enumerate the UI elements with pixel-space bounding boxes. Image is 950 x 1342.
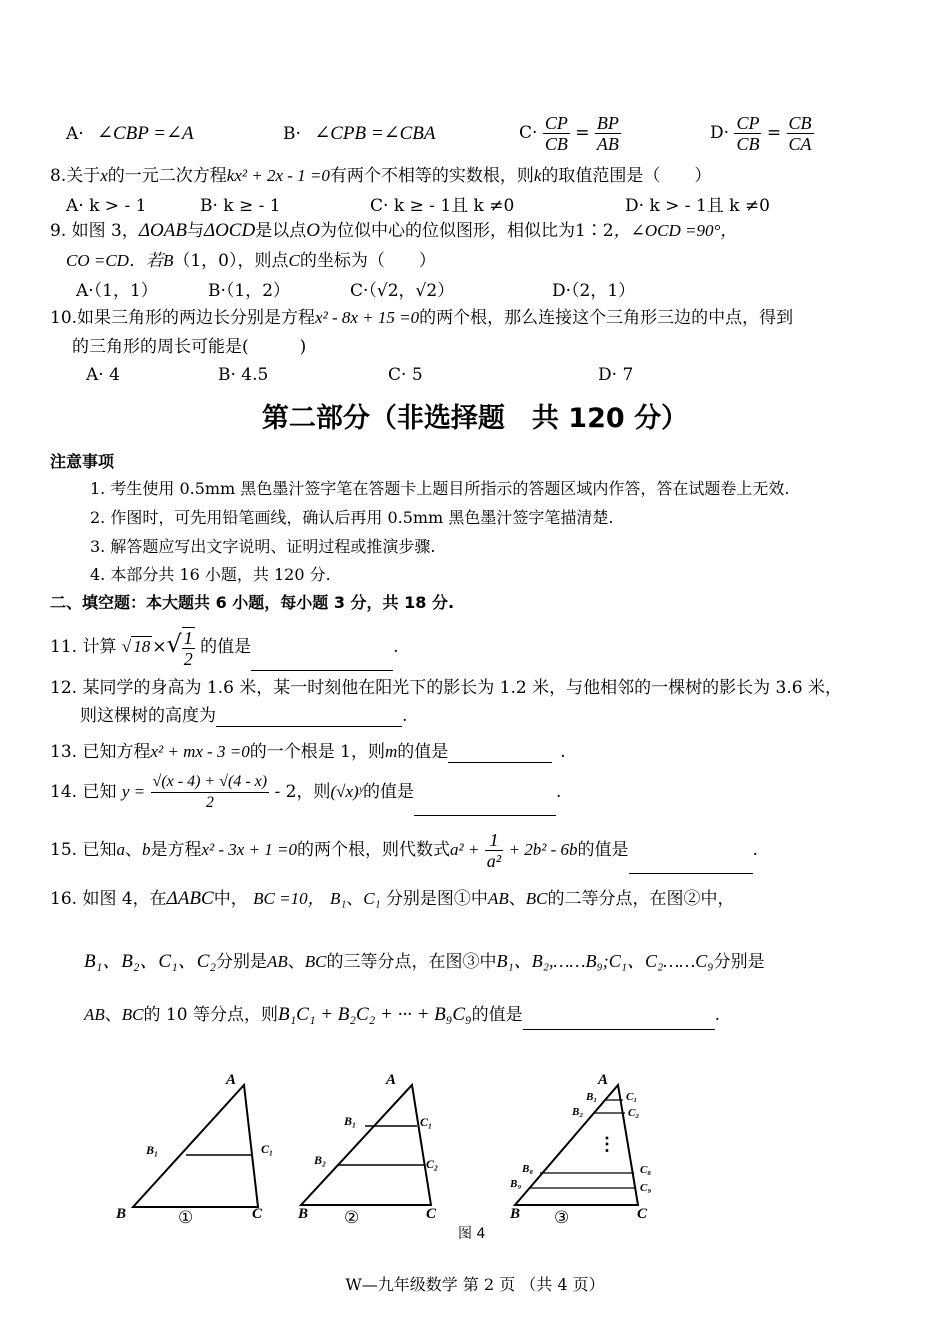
fig2-label-b: B — [298, 1206, 309, 1222]
q10-stem-line2: 的三角形的周长可能是( ) — [72, 337, 307, 357]
fig2-label-c1: C₁ — [420, 1115, 433, 1129]
q16-line1: 16. 如图 4，在ΔABC中， BC =10， B₁、C₁ 分别是图①中AB、BC的二等分点，在图②中， — [50, 888, 735, 909]
q13: 13. 已知方程x² + mx - 3 =0的一个根是 1，则m的值是 . — [50, 742, 566, 762]
figure-4-triangle-3 — [515, 1085, 638, 1205]
page-footer: W—九年级数学 第 2 页 （共 4 页） — [345, 1275, 605, 1294]
q7-c-fraction-left: $\frac{CP}{CB}$ — [544, 113, 568, 154]
q11-fraction: $\frac{1}{2}$ — [183, 627, 193, 669]
q14-answer-blank[interactable] — [414, 797, 556, 816]
fig3-label-c1: C₁ — [626, 1091, 638, 1103]
q8-option-c: C· k ≥ - 1且 k ≠0 — [370, 196, 515, 216]
fig1-label-a: A — [226, 1072, 237, 1088]
notes-heading: 注意事项 — [50, 452, 115, 471]
fig3-label-b9: B₉ — [510, 1178, 522, 1190]
notes-item-2: 2. 作图时，可先用铅笔画线，确认后再用 0.5mm 黑色墨汁签字笔描清楚. — [90, 508, 614, 527]
q12-answer-blank[interactable] — [216, 708, 402, 727]
fig1-label-c1: C₁ — [261, 1142, 274, 1156]
fig1-label-b1: B₁ — [146, 1143, 159, 1157]
q14: 14. 已知 y = $\frac{√(x - 4) + √(4 - x)}{2}$ - 2，则(√x)ʸ的值是 . — [50, 768, 561, 816]
q7-d-fraction-left: $\frac{CP}{CB}$ — [736, 113, 760, 154]
fig3-label-b1: B₁ — [586, 1091, 598, 1103]
q9-option-b: B·（1，2） — [208, 281, 291, 301]
q10-option-d: D· 7 — [598, 365, 634, 385]
fig2-label-c: C — [426, 1206, 437, 1222]
q16-line3: AB、BC的 10 等分点，则B₁C₁ + B₂C₂ + ··· + B₉C₉的值是 . — [84, 1000, 720, 1030]
fig3-label-c: C — [637, 1206, 648, 1222]
part2-title: 第二部分（非选择题 共 120 分） — [261, 403, 689, 434]
q16-line2: B₁、B₂、C₁、C₂分别是AB、BC的三等分点，在图③中B₁、B₂,……B₉;C₁、C₂……C₉分别是 — [84, 951, 765, 972]
fig2-label-a: A — [386, 1072, 397, 1088]
q11: 11. 计算 √ 18 ×√ $\frac{1}{2}$ 的值是 . — [50, 620, 399, 671]
q7-option-b-text: ∠CPB =∠CBA — [314, 123, 436, 144]
notes-item-3: 3. 解答题应写出文字说明、证明过程或推演步骤. — [90, 537, 436, 556]
q7-c-fraction-right: $\frac{BP}{AB}$ — [596, 113, 619, 154]
fig3-dots: ⋮ — [598, 1134, 616, 1154]
figure-4-triangle-2 — [301, 1085, 431, 1205]
q10-option-b: B· 4.5 — [218, 365, 269, 385]
q8-option-d: D· k > - 1且 k ≠0 — [625, 196, 770, 216]
q15-answer-blank[interactable] — [629, 855, 753, 874]
fig1-label-b: B — [116, 1206, 127, 1222]
fig3-label-b: B — [510, 1206, 521, 1222]
fig3-label-c2: C₂ — [628, 1107, 640, 1119]
q7-d-fraction-right: $\frac{CB}{CA}$ — [788, 113, 812, 154]
q10-stem-line1: 10.如果三角形的两边长分别是方程x² - 8x + 15 =0的两个根，那么连接这个三角形三边的中点，得到 — [50, 308, 794, 328]
q16-answer-blank[interactable] — [523, 1011, 715, 1030]
fig3-label-a: A — [598, 1072, 609, 1088]
q9-stem-line2: CO =CD．若B（1，0），则点C的坐标为（ ） — [66, 251, 436, 271]
fig2-label-b1: B₁ — [344, 1114, 357, 1128]
fig3-label-c8: C₈ — [640, 1164, 652, 1176]
figure-caption: 图 4 — [458, 1226, 486, 1240]
notes-item-4: 4. 本部分共 16 小题，共 120 分. — [90, 565, 331, 584]
fig2-label-c2: C₂ — [426, 1157, 439, 1171]
q15: 15. 已知a、b是方程x² - 3x + 1 =0的两个根，则代数式a² + $\frac{1}{\text{a²}}$ + 2b² - 6b的值是 . — [50, 826, 758, 874]
q8-option-b: B· k ≥ - 1 — [200, 196, 281, 216]
fig1-label-c: C — [252, 1206, 263, 1222]
q9-option-c: C·（√2，√2） — [350, 281, 455, 301]
fig2-number: ② — [344, 1208, 360, 1227]
fig3-number: ③ — [554, 1208, 570, 1227]
q8-option-a: A· k > - 1 — [66, 196, 147, 216]
q7-option-d: D· $\frac{CP}{CB}$ = $\frac{CB}{CA}$ — [710, 113, 812, 154]
q7-option-b: B· ∠CPB =∠CBA — [283, 123, 436, 144]
figure-4 — [100, 1060, 700, 1240]
q11-answer-blank[interactable] — [251, 652, 393, 671]
q7-option-a-text: ∠CBP =∠A — [97, 123, 194, 144]
q13-answer-blank[interactable] — [448, 744, 552, 763]
fig2-label-b2: B₂ — [314, 1153, 327, 1167]
q12-line1: 12. 某同学的身高为 1.6 米，某一时刻他在阳光下的影长为 1.2 米，与他相邻的一棵树的影长为 3.6 米， — [50, 678, 842, 698]
q9-option-a: A·（1，1） — [76, 281, 158, 301]
notes-item-1: 1. 考生使用 0.5mm 黑色墨汁签字笔在答题卡上题目所指示的答题区域内作答，答在试题卷上无效. — [90, 479, 790, 498]
q14-fraction: $\frac{√(x - 4) + √(4 - x)}{2}$ — [152, 773, 268, 811]
q10-option-c: C· 5 — [388, 365, 423, 385]
fig1-number: ① — [178, 1208, 194, 1227]
q8-equation: kx² + 2x - 1 =0 — [226, 166, 330, 185]
q7-option-a: A· ∠CBP =∠A — [66, 123, 194, 144]
fig3-label-c9: C₉ — [640, 1182, 652, 1194]
q9-option-d: D·（2，1） — [552, 281, 636, 301]
q10-option-a: A· 4 — [86, 365, 120, 385]
q12-line2: 则这棵树的高度为 . — [80, 706, 408, 726]
q9-stem-line1: 9. 如图 3，ΔOAB与ΔOCD是以点O为位似中心的位似图形，相似比为1∶2，∠OCD =90°， — [50, 220, 738, 241]
fig3-label-b8: B₈ — [522, 1163, 534, 1175]
section2-heading: 二、填空题：本大题共 6 小题，每小题 3 分，共 18 分. — [50, 593, 455, 612]
q8-stem: 8.关于x的一元二次方程kx² + 2x - 1 =0有两个不相等的实数根，则k的取值范围是（ ） — [50, 166, 712, 186]
q15-fraction: $\frac{1}{\text{a²}}$ — [486, 830, 502, 871]
q7-option-c: C· $\frac{CP}{CB}$ = $\frac{BP}{AB}$ — [519, 113, 619, 154]
fig3-label-b2: B₂ — [572, 1106, 584, 1118]
